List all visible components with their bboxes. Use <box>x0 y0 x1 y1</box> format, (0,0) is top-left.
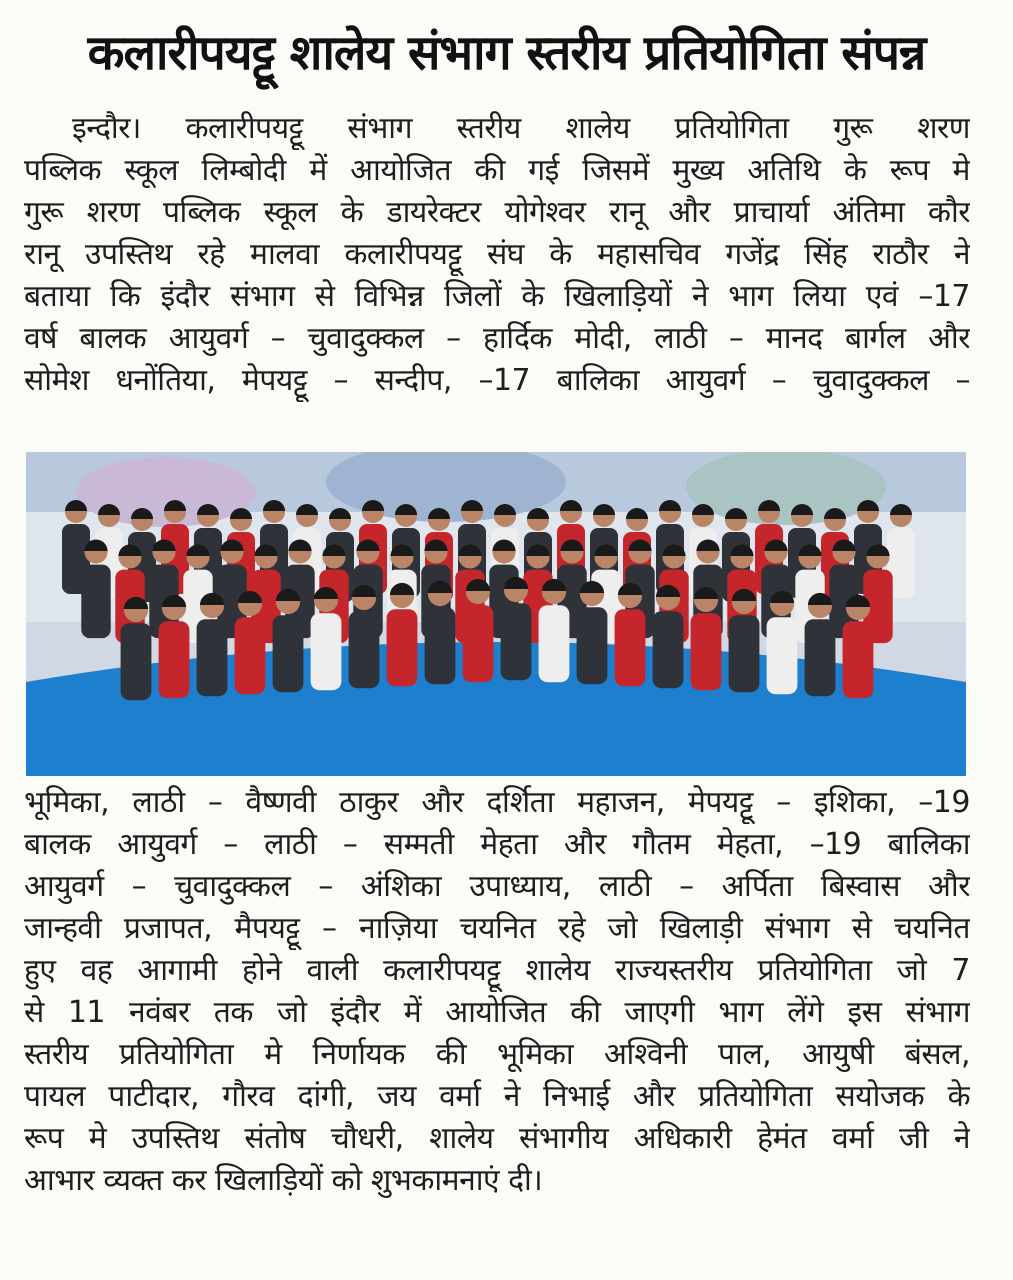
text-line: से 11 नवंबर तक जो इंदौर में आयोजित की जाएगी भाग लेंगे इस संभाग <box>24 995 970 1030</box>
person-figure <box>81 539 110 638</box>
person-figure <box>159 595 190 698</box>
person-figure <box>121 597 152 700</box>
text-line: जान्हवी प्रजापत, मैपयट्टू – नाज़िया चयनित रहे जो खिलाड़ी संभाग से चयनित <box>24 911 970 946</box>
person-figure <box>577 581 608 684</box>
person-figure <box>425 581 456 684</box>
photo-banner-graphic <box>686 452 886 525</box>
text-line: बताया कि इंदौर संभाग से विभिन्न जिलों के खिलाड़ियों ने भाग लिया एवं –17 <box>24 279 970 314</box>
text-line: सोमेश धनोंतिया, मेपयट्टू – सन्दीप, –17 बालिका आयुवर्ग – चुवादुक्कल – <box>24 363 970 398</box>
person-figure <box>615 583 646 686</box>
person-figure <box>273 589 304 692</box>
person-figure <box>501 577 532 680</box>
person-figure <box>653 585 684 688</box>
text-line: आभार व्यक्त कर खिलाड़ियों को शुभकामनाएं दी। <box>24 1163 543 1198</box>
headline: कलारीपयट्टू शालेय संभाग स्तरीय प्रतियोगिता संपन्न <box>87 24 926 81</box>
text-line: इन्दौर। कलारीपयट्टू संभाग स्तरीय शालेय प्रतियोगिता गुरू शरण <box>72 111 970 146</box>
continued-paragraph <box>24 782 970 1202</box>
text-line: वर्ष बालक आयुवर्ग – चुवादुक्कल – हार्दिक मोदी, लाठी – मानद बार्गल और <box>24 321 970 356</box>
group-photo <box>26 452 966 776</box>
text-line: रूप मे उपस्तिथ संतोष चौधरी, शालेय संभागीय अधिकारी हेमंत वर्मा जी ने <box>24 1121 970 1156</box>
person-figure <box>387 583 418 686</box>
person-figure <box>349 585 380 688</box>
intro-paragraph <box>24 108 970 402</box>
text-line: पब्लिक स्कूल लिम्बोदी में आयोजित की गई जिसमें मुख्य अतिथि के रूप मे <box>24 153 970 188</box>
person-figure <box>767 591 798 694</box>
text-line: हुए वह आगामी होने वाली कलारीपयट्टू शालेय राज्यस्तरीय प्रतियोगिता जो 7 <box>24 953 970 988</box>
text-line: रानू उपस्तिथ रहे मालवा कलारीपयट्टू संघ के महासचिव गजेंद्र सिंह राठौर ने <box>24 237 970 272</box>
person-figure <box>729 589 760 692</box>
person-figure <box>539 579 570 682</box>
person-figure <box>311 587 342 690</box>
person-figure <box>805 593 836 696</box>
person-figure <box>197 593 228 696</box>
group-photo-illustration <box>26 452 966 776</box>
person-figure <box>691 587 722 690</box>
person-figure <box>235 591 266 694</box>
text-line: स्तरीय प्रतियोगिता मे निर्णायक की भूमिका अश्विनी पाल, आयुषी बंसल, <box>24 1037 970 1072</box>
text-line: आयुवर्ग – चुवादुक्कल – अंशिका उपाध्याय, लाठी – अर्पिता बिस्वास और <box>24 869 970 904</box>
text-line: भूमिका, लाठी – वैष्णवी ठाकुर और दर्शिता महाजन, मेपयट्टू – इशिका, –19 <box>24 785 970 820</box>
text-line: बालक आयुवर्ग – लाठी – सम्मती मेहता और गौतम मेहता, –19 बालिका <box>24 827 970 862</box>
person-figure <box>843 595 874 698</box>
text-line: पायल पाटीदार, गौरव दांगी, जय वर्मा ने निभाई और प्रतियोगिता सयोजक के <box>24 1079 970 1114</box>
person-figure <box>463 579 494 682</box>
text-line: गुरू शरण पब्लिक स्कूल के डायरेक्टर योगेश्वर रानू और प्राचार्या अंतिमा कौर <box>24 195 970 230</box>
